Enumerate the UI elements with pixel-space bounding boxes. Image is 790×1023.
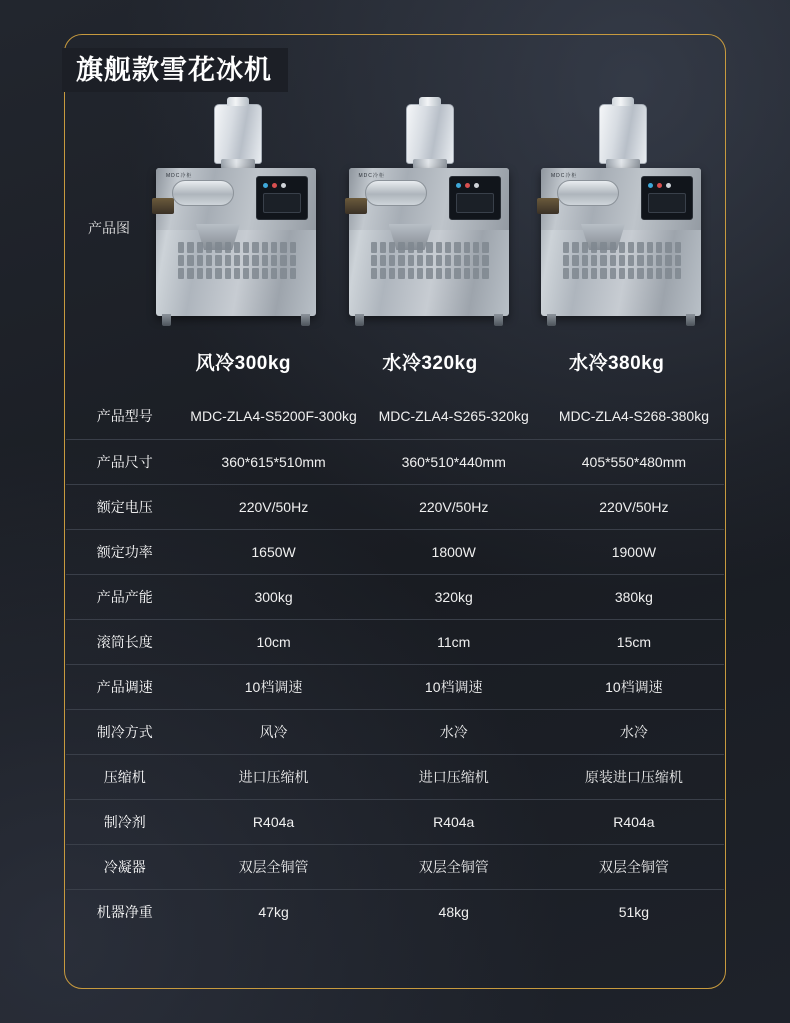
product-image-2 xyxy=(343,96,518,346)
table-row xyxy=(66,889,724,934)
indicator-dot-2 xyxy=(657,183,662,188)
spec-value: 双层全铜管 xyxy=(364,844,544,889)
spec-value: MDC-ZLA4-S268-380kg xyxy=(558,408,709,425)
vent-grille xyxy=(563,242,681,288)
spec-value: 进口压缩机 xyxy=(183,754,363,799)
spec-value: 51kg xyxy=(544,889,724,934)
spec-value: 1900W xyxy=(544,529,724,574)
page-title-container xyxy=(62,48,288,92)
table-row xyxy=(66,394,724,439)
water-bottle-icon xyxy=(214,104,262,164)
side-arm xyxy=(345,198,367,214)
machine-legs xyxy=(351,314,507,326)
spec-label: 机器净重 xyxy=(66,889,183,934)
spec-value: 双层全铜管 xyxy=(183,844,363,889)
product-image-3 xyxy=(535,96,710,346)
water-bottle-icon xyxy=(599,104,647,164)
spec-value: 15cm xyxy=(544,619,724,664)
control-panel xyxy=(449,176,501,220)
spec-value: MDC-ZLA4-S5200F-300kg xyxy=(190,408,357,425)
vent-grille xyxy=(178,242,296,288)
control-panel xyxy=(256,176,308,220)
vent-grille xyxy=(371,242,489,288)
variant-name-1: 风冷300kg xyxy=(195,353,292,374)
spec-value: 360*510*440mm xyxy=(364,439,544,484)
spec-value: 双层全铜管 xyxy=(544,844,724,889)
spec-label: 产品调速 xyxy=(66,664,183,709)
spec-label: 制冷剂 xyxy=(66,799,183,844)
display-screen xyxy=(648,193,686,213)
variant-name-3: 水冷380kg xyxy=(568,353,665,374)
spec-value: 320kg xyxy=(364,574,544,619)
product-image-label: 产品图 xyxy=(88,220,130,236)
spec-value: 10档调速 xyxy=(544,664,724,709)
spec-label: 产品型号 xyxy=(96,408,153,425)
indicator-dot-2 xyxy=(465,183,470,188)
table-row xyxy=(66,709,724,754)
spec-value: 原装进口压缩机 xyxy=(544,754,724,799)
machine-body xyxy=(541,168,701,316)
spec-label: 产品尺寸 xyxy=(66,439,183,484)
side-arm xyxy=(152,198,174,214)
spec-value: MDC-ZLA4-S265-320kg xyxy=(378,408,529,425)
ice-drum xyxy=(365,180,427,206)
indicator-dot-1 xyxy=(263,183,268,188)
display-screen xyxy=(263,193,301,213)
machine-legs xyxy=(158,314,314,326)
spec-value: 380kg xyxy=(544,574,724,619)
table-row xyxy=(66,844,724,889)
table-row xyxy=(66,754,724,799)
spec-value: 48kg xyxy=(364,889,544,934)
spec-value: 水冷 xyxy=(544,709,724,754)
machine-top-panel xyxy=(349,168,509,230)
table-row xyxy=(66,619,724,664)
spec-value: 360*615*510mm xyxy=(183,439,363,484)
page-title: 旗舰款雪花冰机 xyxy=(76,54,272,85)
indicator-dot-3 xyxy=(474,183,479,188)
spec-label: 额定功率 xyxy=(66,529,183,574)
machine-body xyxy=(349,168,509,316)
machine-body xyxy=(156,168,316,316)
spec-label: 压缩机 xyxy=(66,754,183,799)
spec-label: 制冷方式 xyxy=(66,709,183,754)
spec-label: 额定电压 xyxy=(66,484,183,529)
spec-value: 47kg xyxy=(183,889,363,934)
machine-legs xyxy=(543,314,699,326)
spec-value: 11cm xyxy=(364,619,544,664)
brand-text: MDC冷柜 xyxy=(551,173,578,179)
water-bottle-icon xyxy=(406,104,454,164)
indicator-dot-1 xyxy=(456,183,461,188)
table-row xyxy=(66,664,724,709)
spec-label: 产品产能 xyxy=(66,574,183,619)
brand-text: MDC冷柜 xyxy=(166,173,193,179)
side-arm xyxy=(537,198,559,214)
spec-value: 1650W xyxy=(183,529,363,574)
indicator-dot-1 xyxy=(648,183,653,188)
machine-top-panel xyxy=(541,168,701,230)
spec-value: 220V/50Hz xyxy=(364,484,544,529)
spec-value: 水冷 xyxy=(364,709,544,754)
specification-table xyxy=(66,394,724,934)
spec-label: 滚筒长度 xyxy=(66,619,183,664)
spec-value: R404a xyxy=(544,799,724,844)
control-panel xyxy=(641,176,693,220)
spec-value: 1800W xyxy=(364,529,544,574)
spec-label: 冷凝器 xyxy=(66,844,183,889)
indicator-dot-3 xyxy=(666,183,671,188)
spec-value: 405*550*480mm xyxy=(544,439,724,484)
product-image-1 xyxy=(150,96,325,346)
table-row xyxy=(66,574,724,619)
table-row xyxy=(66,484,724,529)
spec-value: 10档调速 xyxy=(183,664,363,709)
spec-value: R404a xyxy=(364,799,544,844)
spec-value: 进口压缩机 xyxy=(364,754,544,799)
spec-value: 10cm xyxy=(183,619,363,664)
indicator-dot-3 xyxy=(281,183,286,188)
spec-value: 300kg xyxy=(183,574,363,619)
brand-text: MDC冷柜 xyxy=(358,173,385,179)
indicator-dot-2 xyxy=(272,183,277,188)
spec-value: 风冷 xyxy=(183,709,363,754)
spec-value: R404a xyxy=(183,799,363,844)
product-image-row xyxy=(150,96,710,346)
ice-drum xyxy=(557,180,619,206)
table-row xyxy=(66,799,724,844)
variant-name-row xyxy=(150,348,710,375)
spec-value: 220V/50Hz xyxy=(183,484,363,529)
table-row xyxy=(66,529,724,574)
variant-name-2: 水冷320kg xyxy=(382,353,478,374)
ice-drum xyxy=(172,180,234,206)
table-row xyxy=(66,439,724,484)
display-screen xyxy=(456,193,494,213)
spec-value: 220V/50Hz xyxy=(544,484,724,529)
machine-top-panel xyxy=(156,168,316,230)
spec-value: 10档调速 xyxy=(364,664,544,709)
